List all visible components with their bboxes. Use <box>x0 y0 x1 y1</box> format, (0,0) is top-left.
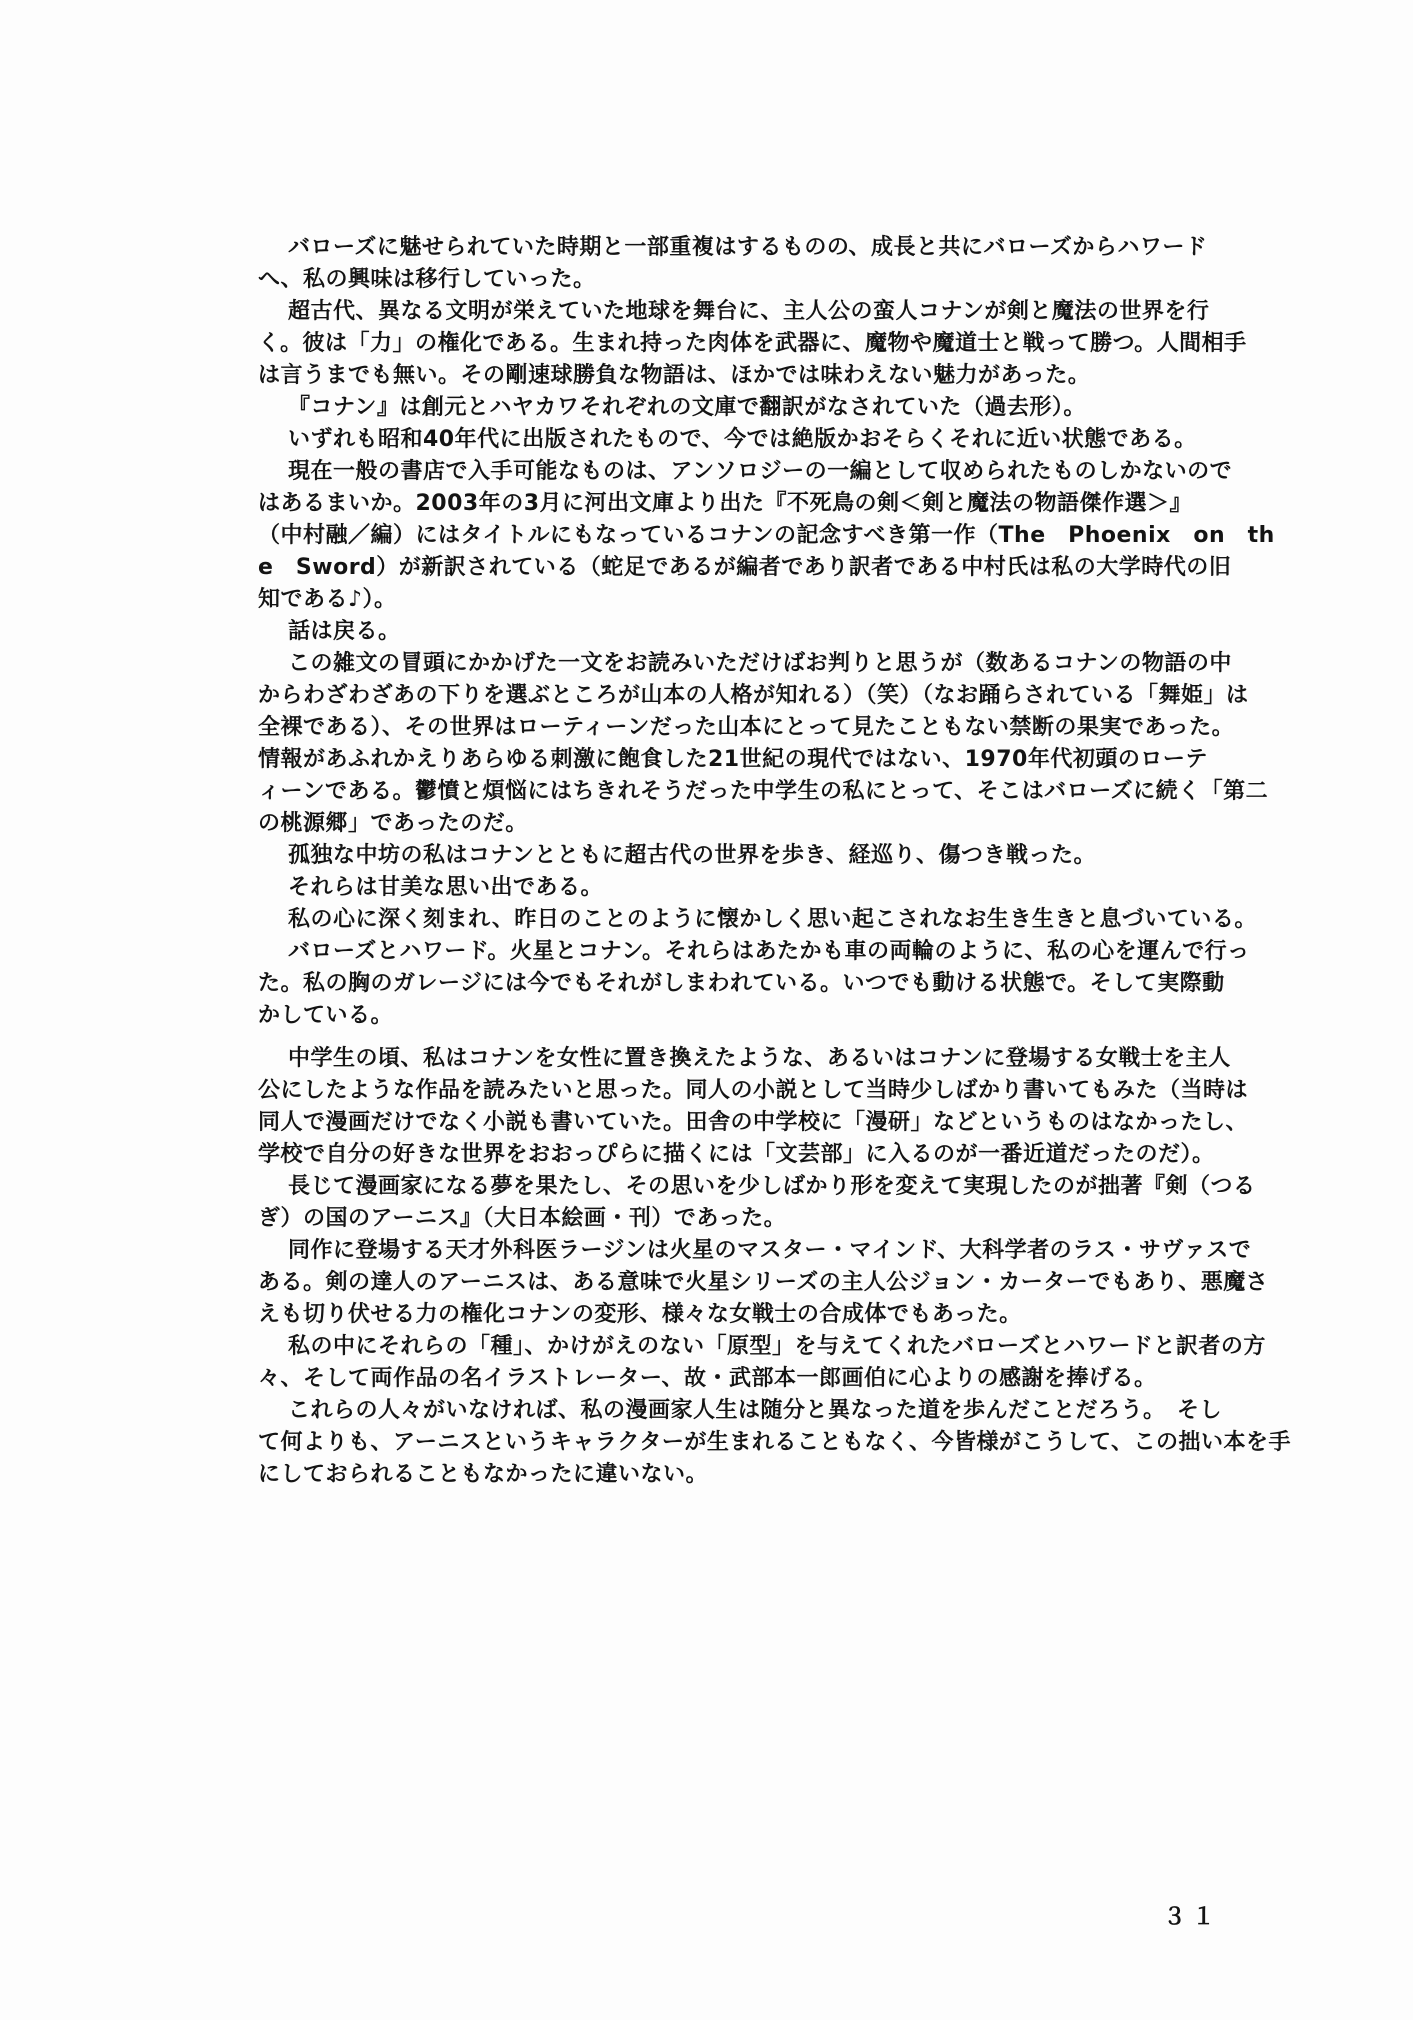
text-line: これらの人々がいなければ、私の漫画家人生は随分と異なった道を歩んだことだろう。 そし <box>288 1398 1223 1423</box>
text-line: 中学生の頃、私はコナンを女性に置き換えたような、あるいはコナンに登場する女戦士を主人 <box>288 1046 1231 1071</box>
text-line: ィーンである。鬱憤と煩悩にはちきれそうだった中学生の私にとって、そこはバローズに続く「第二 <box>258 779 1269 804</box>
page-number: ３１ <box>1163 1903 1221 1930</box>
text-line: 超古代、異なる文明が栄えていた地球を舞台に、主人公の蛮人コナンが剣と魔法の世界を行 <box>288 299 1210 324</box>
text-line: た。私の胸のガレージには今でもそれがしまわれている。いつでも動ける状態で。そして実際動 <box>258 971 1225 996</box>
text-line: 同作に登場する天才外科医ラージンは火星のマスター・マインド、大科学者のラス・サヴァスで <box>288 1238 1252 1263</box>
text-line: 公にしたような作品を読みたいと思った。同人の小説として当時少しばかり書いてもみた（当時は <box>258 1078 1249 1103</box>
text-line: 私の中にそれらの「種」、かけがえのない「原型」を与えてくれたバローズとハワードと訳者の方 <box>288 1334 1266 1359</box>
text-line: 全裸である）、その世界はローティーンだった山本にとって見たこともない禁断の果実であった。 <box>258 715 1235 740</box>
text-line: それらは甘美な思い出である。 <box>288 875 604 900</box>
text-line: 孤独な中坊の私はコナンとともに超古代の世界を歩き、経巡り、傷つき戦った。 <box>288 843 1097 868</box>
text-line: いずれも昭和40年代に出版されたもので、今では絶版かおそらくそれに近い状態である。 <box>288 427 1197 452</box>
text-line: ぎ）の国のアーニス』（大日本絵画・刊）であった。 <box>258 1206 787 1231</box>
text-line: バローズとハワード。火星とコナン。それらはあたかも車の両輪のように、私の心を運んで行っ <box>288 939 1250 964</box>
text-line: はあるまいか。2003年の3月に河出文庫より出た『不死鳥の剣＜剣と魔法の物語傑作選＞』 <box>258 491 1193 516</box>
text-line: て何よりも、アーニスというキャラクターが生まれることもなく、今皆様がこうして、この拙い本を手 <box>258 1430 1292 1455</box>
text-line: へ、私の興味は移行していった。 <box>258 267 596 292</box>
text-line: 『コナン』は創元とハヤカワそれぞれの文庫で翻訳がなされていた（過去形）。 <box>288 395 1086 420</box>
text-line: 現在一般の書店で入手可能なものは、アンソロジーの一編として収められたものしかないので <box>288 459 1233 484</box>
text-line: この雑文の冒頭にかかげた一文をお読みいただけばお判りと思うが（数あるコナンの物語の中 <box>288 651 1232 676</box>
text-line: （中村融／編）にはタイトルにもなっているコナンの記念すべき第一作（The Phoenix on th <box>258 523 1275 548</box>
text-line: の桃源郷」であったのだ。 <box>258 811 528 836</box>
text-line: 知である♪）。 <box>258 587 397 612</box>
text-line: 学校で自分の好きな世界をおおっぴらに描くには「文芸部」に入るのが一番近道だったのだ）。 <box>258 1142 1215 1167</box>
text-line: にしておられることもなかったに違いない。 <box>258 1462 709 1487</box>
text-line: e Sword）が新訳されている（蛇足であるが編者であり訳者である中村氏は私の大学時代の旧 <box>258 555 1232 580</box>
text-line: 同人で漫画だけでなく小説も書いていた。田舎の中学校に「漫研」などというものはなかったし、 <box>258 1110 1249 1135</box>
text-line: く。彼は「力」の権化である。生まれ持った肉体を武器に、魔物や魔道士と戦って勝つ。人間相手 <box>258 331 1247 356</box>
text-line: バローズに魅せられていた時期と一部重複はするものの、成長と共にバローズからハワード <box>288 235 1208 260</box>
text-line: かしている。 <box>258 1003 394 1028</box>
text-line: えも切り伏せる力の権化コナンの変形、様々な女戦士の合成体でもあった。 <box>258 1302 1022 1327</box>
text-line: 私の心に深く刻まれ、昨日のことのように懐かしく思い起こされなお生き生きと息づいている。 <box>288 907 1257 932</box>
text-line: は言うまでも無い。その剛速球勝負な物語は、ほかでは味わえない魅力があった。 <box>258 363 1091 388</box>
text-line: からわざわざあの下りを選ぶところが山本の人格が知れる）（笑）（なお踊らされている「舞姫」は <box>258 683 1249 708</box>
body-text <box>258 232 1292 1491</box>
text-line: 話は戻る。 <box>288 619 401 644</box>
text-line: 情報があふれかえりあらゆる刺激に飽食した21世紀の現代ではない、1970年代初頭のローテ <box>258 747 1208 772</box>
text-line: 長じて漫画家になる夢を果たし、その思いを少しばかり形を変えて実現したのが拙著『剣（つる <box>288 1174 1256 1199</box>
text-line: 々、そして両作品の名イラストレーター、故・武部本一郎画伯に心よりの感謝を捧げる。 <box>258 1366 1157 1391</box>
text-line: ある。剣の達人のアーニスは、ある意味で火星シリーズの主人公ジョン・カーターでもあり、悪魔さ <box>258 1270 1269 1295</box>
